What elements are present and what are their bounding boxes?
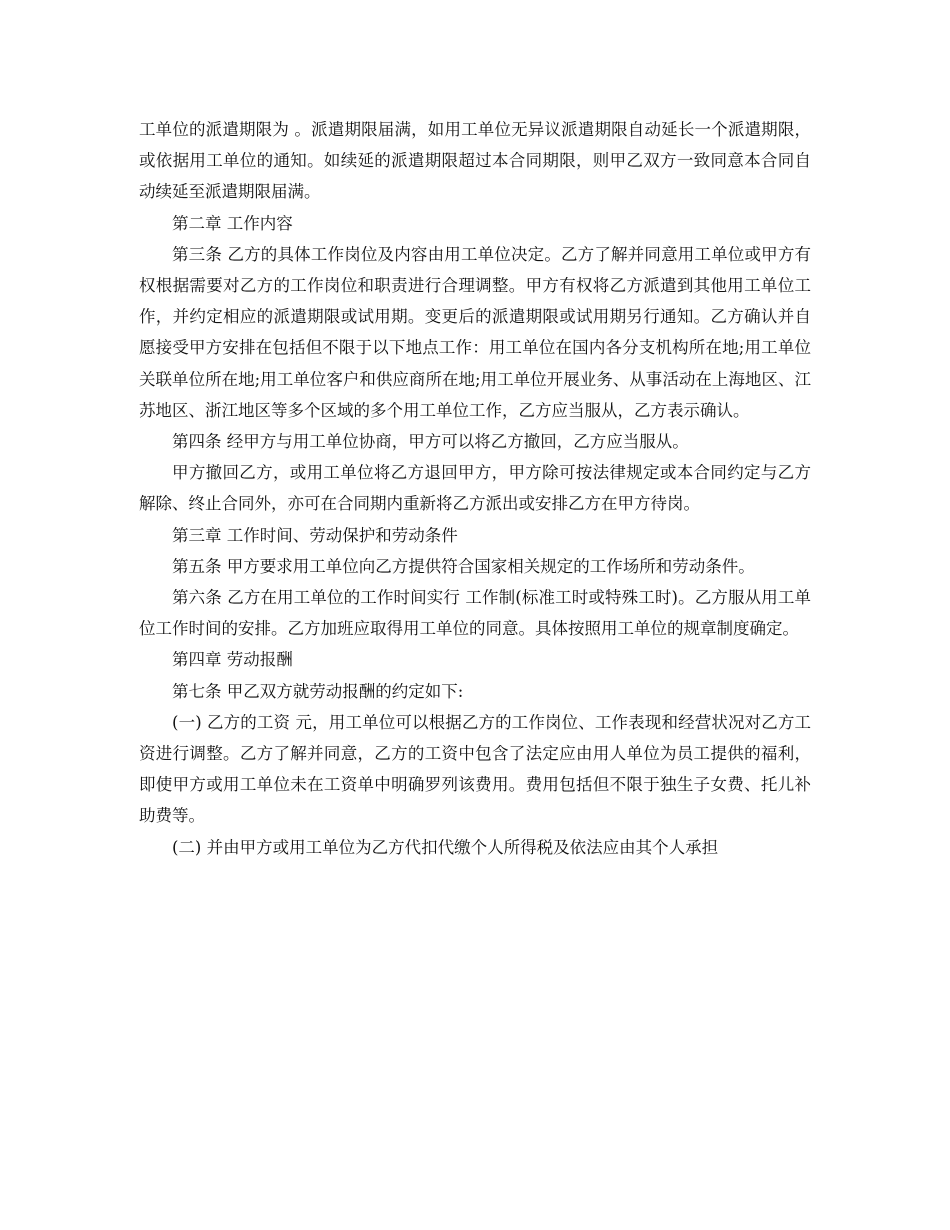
article-6-paragraph: 第六条 乙方在用工单位的工作时间实行 工作制(标准工时或特殊工时)。乙方服从用工单位工作时间的安排。乙方加班应取得用工单位的同意。具体按照用工单位的规章制度确定。 — [139, 588, 811, 639]
document-body — [139, 114, 811, 863]
article-5-paragraph: 第五条 甲方要求用工单位向乙方提供符合国家相关规定的工作场所和劳动条件。 — [172, 556, 755, 576]
article-4-paragraph: 第四条 经甲方与用工单位协商，甲方可以将乙方撤回，乙方应当服从。 — [172, 432, 689, 452]
article-7-item-2: (二) 并由甲方或用工单位为乙方代扣代缴个人所得税及依法应由其个人承担 — [172, 837, 719, 857]
article-7-paragraph: 第七条 甲乙双方就劳动报酬的约定如下: — [172, 681, 464, 701]
article-7-item-1: (一) 乙方的工资 元，用工单位可以根据乙方的工作岗位、工作表现和经营状况对乙方工资进行调整。乙方了解并同意，乙方的工资中包含了法定应由用人单位为员工提供的福利，即使甲方或用工单位未在工资单中明确罗列该费用。费用包括但不限于独生子女费、托儿补助费等。 — [139, 712, 811, 826]
article-3-paragraph: 第三条 乙方的具体工作岗位及内容由用工单位决定。乙方了解并同意用工单位或甲方有权根据需要对乙方的工作岗位和职责进行合理调整。甲方有权将乙方派遣到其他用工单位工作，并约定相应的派遣期限或试用期。变更后的派遣期限或试用期另行通知。乙方确认并自愿接受甲方安排在包括但不限于以下地点工作：用工单位在国内各分支机构所在地;用工单位关联单位所在地;用工单位客户和供应商所在地;用工单位开展业务、从事活动在上海地区、江苏地区、浙江地区等多个区域的多个用工单位工作，乙方应当服从，乙方表示确认。 — [139, 244, 811, 420]
chapter-2-heading: 第二章 工作内容 — [172, 213, 293, 233]
chapter-3-heading: 第三章 工作时间、劳动保护和劳动条件 — [172, 525, 458, 545]
recall-paragraph: 甲方撤回乙方，或用工单位将乙方退回甲方，甲方除可按法律规定或本合同约定与乙方解除、终止合同外，亦可在合同期内重新将乙方派出或安排乙方在甲方待岗。 — [139, 463, 811, 514]
chapter-4-heading: 第四章 劳动报酬 — [172, 650, 293, 670]
paragraph-dispatch-period-continued: 工单位的派遣期限为 。派遣期限届满，如用工单位无异议派遣期限自动延长一个派遣期限，或依据用工单位的通知。如续延的派遣期限超过本合同期限，则甲乙双方一致同意本合同自动续延至派遣期限届满。 — [139, 120, 811, 202]
